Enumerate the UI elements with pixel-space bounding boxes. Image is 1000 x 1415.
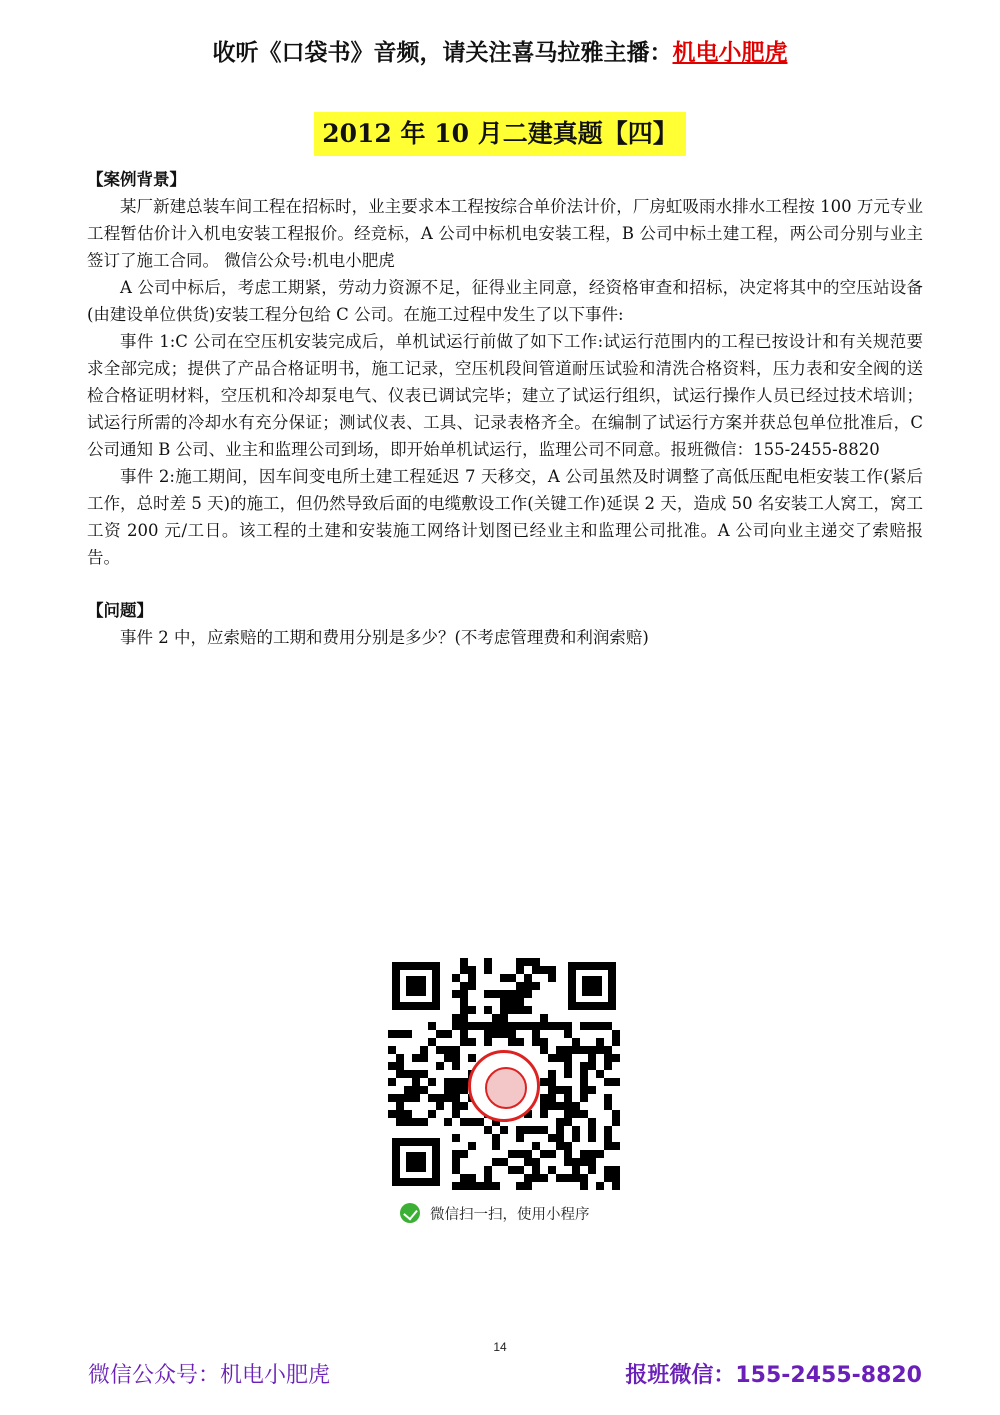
question-heading: 【问题】 (87, 601, 153, 620)
background-paragraph-2: A 公司中标后，考虑工期紧，劳动力资源不足，征得业主同意，经资格审查和招标，决定将其中的空压站设备(由建设单位供货)安装工程分包给 C 公司。在施工过程中发生了以下事件: (87, 278, 923, 324)
qr-logo-seal (468, 1050, 540, 1122)
wechat-mini-program-icon (400, 1203, 420, 1223)
footer-contact: 报班微信：155-2455-8820 (625, 1363, 922, 1388)
qr-caption-row (400, 1200, 590, 1226)
banner-prefix: 收听《口袋书》音频，请关注喜马拉雅主播： (212, 40, 673, 66)
event-2-paragraph: 事件 2:施工期间，因车间变电所土建工程延迟 7 天移交，A 公司虽然及时调整了高低压配电柜安装工作(紧后工作，总时差 5 天)的施工，但仍然导致后面的电缆敷设工作(关键工作)延误 2 天，造成 50 名安装工人窝工，窝工工资 200 元/工日。该工程的土建和安装施工网络计划图已经业主和监理公司批准。A 公司向业主递交了索赔报告。 (87, 467, 923, 567)
footer-wechat-account: 微信公众号：机电小肥虎 (88, 1363, 331, 1388)
question-text: 事件 2 中，应索赔的工期和费用分别是多少？(不考虑管理费和利润索赔) (120, 628, 649, 647)
qr-caption: 微信扫一扫，使用小程序 (430, 1206, 590, 1223)
event-1-paragraph: 事件 1:C 公司在空压机安装完成后，单机试运行前做了如下工作:试运行范围内的工程已按设计和有关规范要求全部完成；提供了产品合格证明书，施工记录，空压机段间管道耐压试验和清洗合格资料，压力表和安全阀的送检合格证明材料，空压机和冷却泵电气、仪表已调试完毕；建立了试运行组织，试运行操作人员已经过技术培训；试运行所需的冷却水有充分保证；测试仪表、工具、记录表格齐全。在编制了试运行方案并获总包单位批准后，C 公司通知 B 公司、业主和监理公司到场，即开始单机试运行，监理公司不同意。报班微信：155-2455-8820 (87, 332, 923, 459)
page-number: 14 (493, 1340, 507, 1354)
title-wrap (0, 112, 1000, 156)
document-body (87, 166, 923, 651)
background-heading: 【案例背景】 (87, 170, 186, 189)
background-paragraph-1: 某厂新建总装车间工程在招标时，业主要求本工程按综合单价法计价，厂房虹吸雨水排水工程按 100 万元专业工程暂估价计入机电安装工程报价。经竞标，A 公司中标机电安装工程，B 公司中标土建工程，两公司分别与业主签订了施工合同。 微信公众号:机电小肥虎 (87, 197, 923, 270)
top-banner (0, 34, 1000, 67)
page-title: 2012 年 10 月二建真题【四】 (314, 112, 685, 156)
banner-anchor-link[interactable]: 机电小肥虎 (672, 40, 788, 66)
